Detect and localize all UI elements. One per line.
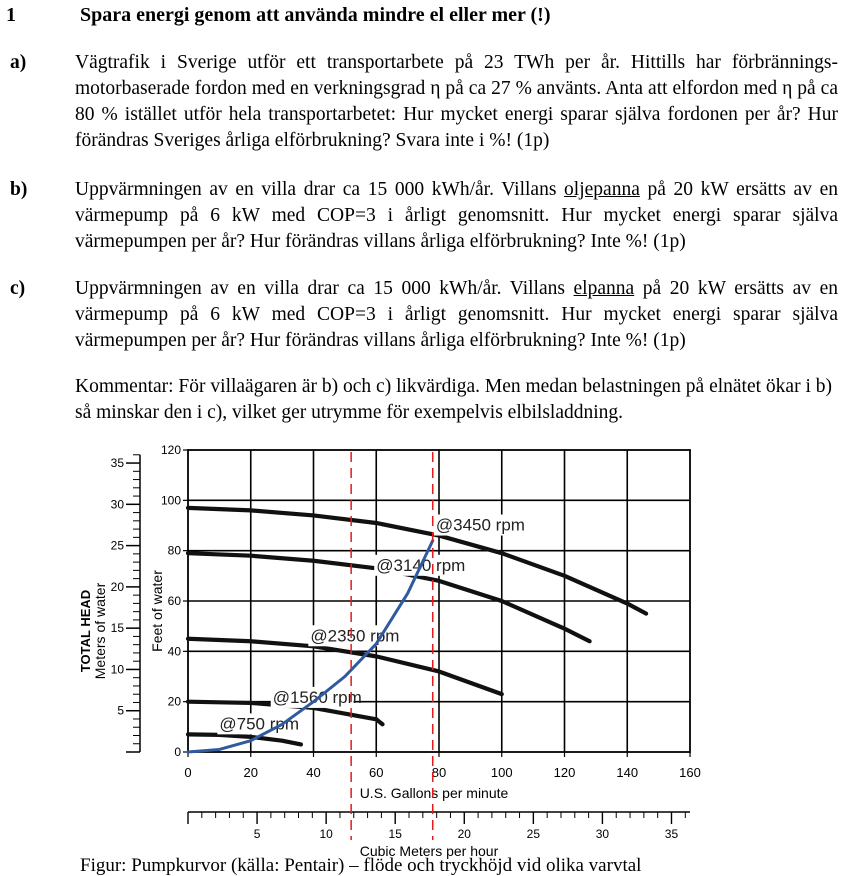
x-tick-label: 100: [490, 765, 513, 780]
curve-label: @3140 rpm: [376, 555, 466, 575]
meters-axis-title: TOTAL HEAD: [78, 589, 93, 673]
cubic-axis-title: Cubic Meters per hour: [359, 843, 499, 859]
curve-label: @1560 rpm: [272, 687, 362, 707]
x-tick-label: 160: [679, 765, 701, 780]
cubic-tick-label: 25: [526, 827, 541, 841]
curve-label: @2350 rpm: [310, 626, 400, 646]
meters-tick-label: 15: [110, 621, 124, 636]
meters-tick-label: 5: [117, 703, 124, 718]
part-a-label: a): [10, 52, 27, 73]
part-a-text: Vägtrafik i Sverige utför ett transportarbete på 23 TWh per år. Hittills har förbrännings-motorbaserade fordon med en verkningsgrad η på ca 27 % använts. Anta att elfordon med η på ca 80 % istället utför hela transportarbetet: Hur mycket energi sparar själva fordonen per år? Hur förändras Sveriges årliga elförbrukning? Svara inte i %! (1p): [75, 52, 838, 151]
y-tick-label: 40: [167, 644, 181, 659]
pump-curve-2350rpm: [188, 639, 502, 694]
meters-axis-subtitle: Meters of water: [92, 582, 108, 680]
curve-label: @750 rpm: [219, 714, 299, 734]
cubic-tick-label: 35: [664, 827, 679, 841]
y-tick-label: 80: [167, 543, 181, 558]
comment: Kommentar: För villaägaren är b) och c) likvärdiga. Men medan belastningen på elnätet ökar i b) så minskar den i c), vilket ger utrymme för exempelvis elbilsladdning.: [75, 376, 832, 423]
x-tick-label: 40: [306, 765, 321, 780]
y-tick-label: 60: [167, 594, 181, 608]
x-tick-label: 120: [553, 765, 576, 780]
x-tick-label: 60: [369, 765, 384, 780]
meters-tick-label: 25: [110, 538, 124, 553]
problem-title: Spara energi genom att använda mindre el eller mer (!): [80, 4, 551, 26]
meters-tick-label: 10: [110, 662, 124, 677]
curve-label: @3450 rpm: [435, 515, 525, 535]
part-c-label: c): [10, 278, 26, 299]
y-tick-label: 0: [174, 745, 181, 759]
x-tick-label: 20: [243, 765, 258, 780]
underlined-term-elpanna: elpanna: [573, 278, 635, 299]
part-c-text: Uppvärmningen av en villa drar ca 15 000 kWh/år. Villans elpanna på 20 kW ersätts av en värmepump på 6 kW med COP=3 i årligt genomsnitt. Hur mycket energi sparar själva värmepumpen per år? Hur förändras villans årliga elförbrukning? Inte %! (1p): [75, 278, 838, 351]
cubic-tick-label: 20: [457, 827, 471, 841]
meters-tick-label: 20: [110, 579, 124, 594]
cubic-tick-label: 10: [319, 827, 333, 841]
x-tick-label: 140: [616, 765, 639, 780]
x-tick-label: 80: [431, 765, 447, 780]
cubic-tick-label: 5: [253, 827, 261, 841]
underlined-term-oljepanna: oljepanna: [564, 179, 640, 200]
part-b-label: b): [10, 179, 28, 200]
meters-tick-label: 35: [110, 456, 124, 471]
problem-number: 1: [6, 4, 16, 26]
y-tick-label: 20: [167, 694, 181, 709]
pump-curve-chart: [0, 436, 842, 863]
cubic-tick-label: 30: [595, 827, 610, 841]
x-axis-title: U.S. Gallons per minute: [359, 785, 509, 801]
y-axis-title: Feet of water: [149, 570, 165, 652]
y-tick-label: 100: [160, 493, 181, 508]
meters-tick-label: 30: [110, 497, 124, 512]
x-tick-label: 0: [184, 765, 192, 780]
y-tick-label: 120: [160, 443, 181, 457]
figure-caption: Figur: Pumpkurvor (källa: Pentair) – flöde och tryckhöjd vid olika varvtal: [80, 855, 642, 876]
cubic-tick-label: 15: [388, 827, 402, 841]
part-b-text: Uppvärmningen av en villa drar ca 15 000 kWh/år. Villans oljepanna på 20 kW ersätts av en värmepump på 6 kW med COP=3 i årligt genomsnitt. Hur mycket energi sparar själva värmepumpen per år? Hur förändras villans årliga elförbrukning? Inte %! (1p): [75, 179, 838, 252]
